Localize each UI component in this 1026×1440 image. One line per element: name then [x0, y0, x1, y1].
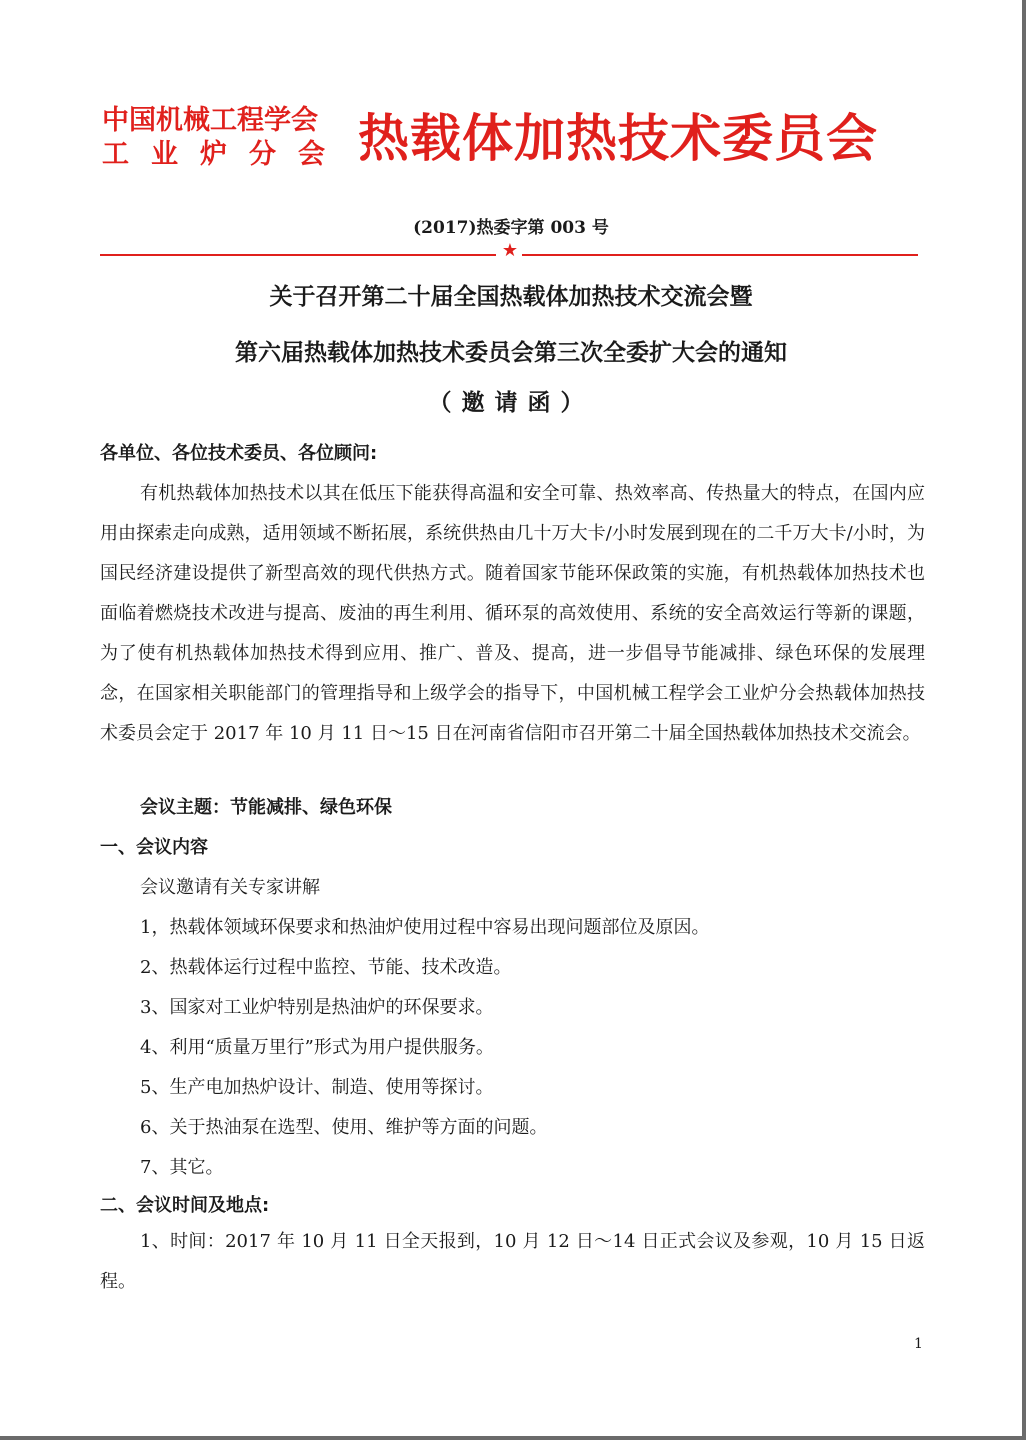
list-item: 2、热载体运行过程中监控、节能、技术改造。 — [140, 957, 512, 978]
organization-line-1: 中国机械工程学会 — [102, 105, 318, 136]
list-item: 1，热载体领域环保要求和热油炉使用过程中容易出现问题部位及原因。 — [140, 917, 710, 938]
organization-name — [102, 104, 347, 172]
section-heading-content: 一、会议内容 — [100, 837, 208, 858]
divider-left-line — [100, 254, 496, 256]
meeting-theme: 会议主题：节能减排、绿色环保 — [140, 797, 392, 818]
list-item: 6、关于热油泵在选型、使用、维护等方面的问题。 — [140, 1117, 548, 1138]
intro-paragraph: 有机热载体加热技术以其在低压下能获得高温和安全可靠、热效率高、传热量大的特点，在国内应用由探索走向成熟，适用领域不断拓展，系统供热由几十万大卡/小时发展到现在的二千万大卡/小时，为国民经济建设提供了新型高效的现代供热方式。随着国家节能环保政策的实施，有机热载体加热技术也面临着燃烧技术改进与提高、废油的再生利用、循环泵的高效使用、系统的安全高效运行等新的课题，为了使有机热载体加热技术得到应用、推广、普及、提高，进一步倡导节能减排、绿色环保的发展理念，在国家相关职能部门的管理指导和上级学会的指导下，中国机械工程学会工业炉分会热载体加热技术委员会定于 2017 年 10 月 11 日～15 日在河南省信阳市召开第二十届全国热载体加热技术交流会。 — [100, 483, 925, 744]
letterhead — [100, 100, 930, 180]
content-list — [140, 868, 925, 1188]
page-number: 1 — [914, 1336, 923, 1352]
notice-title-line-3: （邀请函） — [428, 390, 594, 416]
committee-title: 热载体加热技术委员会 — [358, 110, 879, 169]
organization-line-2: 工业炉分会 — [102, 139, 347, 170]
red-divider — [100, 240, 918, 261]
list-item: 会议邀请有关专家讲解 — [140, 877, 320, 898]
list-item: 3、国家对工业炉特别是热油炉的环保要求。 — [140, 997, 494, 1018]
divider-right-line — [522, 254, 918, 256]
document-number: (2017)热委字第 003 号 — [413, 218, 609, 238]
star-icon: ★ — [501, 240, 519, 261]
meeting-time-paragraph: 1、时间：2017 年 10 月 11 日全天报到，10 月 12 日～14 日正式会议及参观，10 月 15 日返程。 — [100, 1231, 925, 1292]
list-item: 7、其它。 — [140, 1157, 224, 1178]
notice-title-line-2: 第六届热载体加热技术委员会第三次全委扩大会的通知 — [235, 340, 787, 366]
list-item: 4、利用“质量万里行”形式为用户提供服务。 — [140, 1037, 494, 1058]
greeting: 各单位、各位技术委员、各位顾问: — [100, 443, 378, 464]
list-item: 5、生产电加热炉设计、制造、使用等探讨。 — [140, 1077, 494, 1098]
notice-title-line-1: 关于召开第二十届全国热载体加热技术交流会暨 — [269, 284, 753, 310]
section-heading-time-place: 二、会议时间及地点: — [100, 1195, 270, 1216]
